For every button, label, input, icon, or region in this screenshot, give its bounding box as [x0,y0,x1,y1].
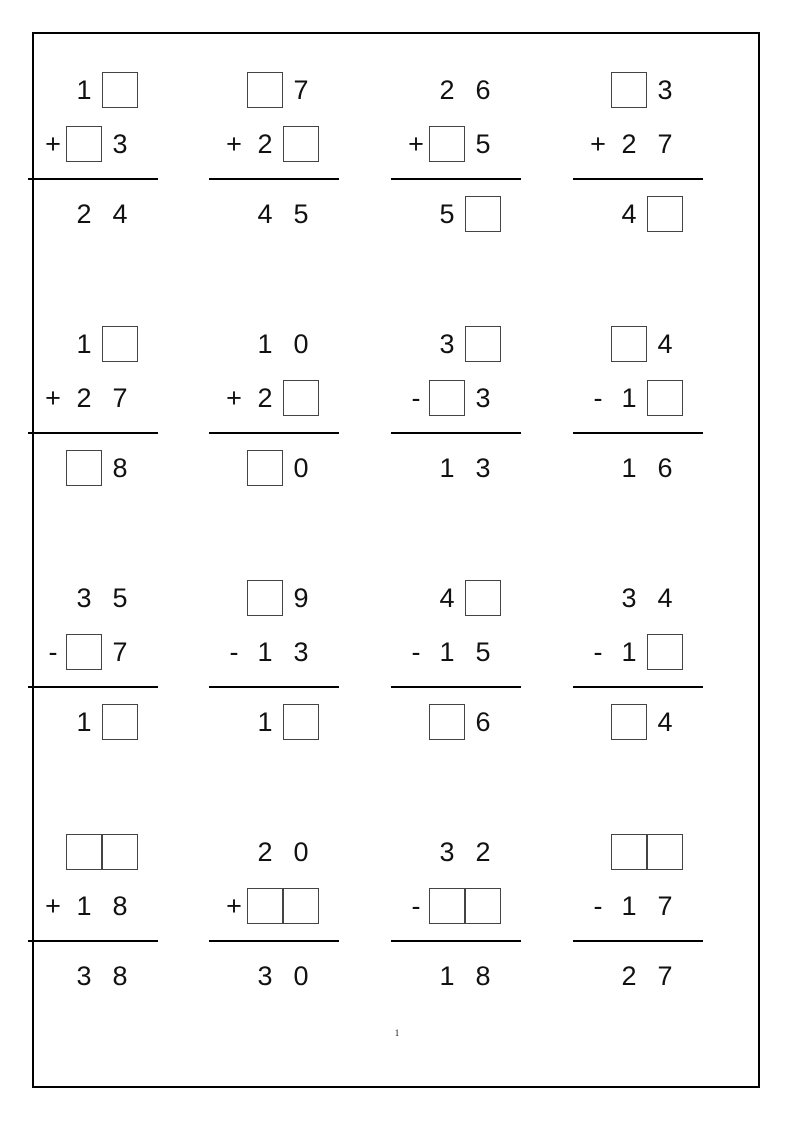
second-operand-row [209,380,339,418]
digit: 1 [621,891,637,921]
first-operand-row [209,326,339,364]
digit: 7 [112,637,128,667]
result-row [573,704,703,742]
result-row [28,958,158,996]
page-number: 1 [394,1028,400,1038]
addition-subtraction-problem [391,580,521,760]
digit: 0 [293,837,309,867]
plus-sign: + [226,129,242,159]
digit: 6 [657,453,673,483]
answer-box[interactable] [611,834,647,870]
digit: 0 [293,329,309,359]
answer-box[interactable] [429,888,465,924]
sum-line [391,940,521,942]
problem-grid [28,72,700,992]
digit: 3 [76,583,92,613]
second-operand-row [209,634,339,672]
digit: 9 [293,583,309,613]
addition-subtraction-problem [28,72,158,252]
answer-box[interactable] [465,326,501,362]
result-row [391,196,521,234]
result-row [391,958,521,996]
digit: 8 [112,961,128,991]
digit: 5 [293,199,309,229]
digit: 1 [621,637,637,667]
sum-line [209,178,339,180]
digit: 3 [621,583,637,613]
digit: 1 [439,637,455,667]
minus-sign: - [411,383,421,413]
first-operand-row [28,326,158,364]
digit: 6 [475,75,491,105]
first-operand-row [28,834,158,872]
addition-subtraction-problem [573,580,703,760]
result-row [209,196,339,234]
sum-line [28,432,158,434]
addition-subtraction-problem [209,326,339,506]
answer-box[interactable] [247,580,283,616]
digit: 2 [475,837,491,867]
sum-line [209,940,339,942]
digit: 0 [293,453,309,483]
first-operand-row [209,72,339,110]
digit: 5 [475,637,491,667]
addition-subtraction-problem [573,834,703,1014]
minus-sign: - [229,637,239,667]
sum-line [573,686,703,688]
digit: 3 [439,837,455,867]
digit: 5 [112,583,128,613]
second-operand-row [573,380,703,418]
digit: 8 [475,961,491,991]
digit: 3 [257,961,273,991]
digit: 4 [257,199,273,229]
digit: 1 [257,329,273,359]
answer-box[interactable] [66,126,102,162]
digit: 2 [257,837,273,867]
digit: 3 [112,129,128,159]
minus-sign: - [593,637,603,667]
sum-line [28,178,158,180]
second-operand-row [209,126,339,164]
digit: 5 [475,129,491,159]
answer-box[interactable] [247,888,283,924]
answer-box[interactable] [465,196,501,232]
answer-box[interactable] [611,326,647,362]
plus-sign: + [45,129,61,159]
plus-sign: + [590,129,606,159]
sum-line [573,178,703,180]
digit: 4 [112,199,128,229]
answer-box[interactable] [283,380,319,416]
plus-sign: + [226,891,242,921]
digit: 7 [112,383,128,413]
second-operand-row [391,126,521,164]
result-row [209,958,339,996]
second-operand-row [573,634,703,672]
addition-subtraction-problem [28,326,158,506]
digit: 2 [621,129,637,159]
result-row [573,450,703,488]
addition-subtraction-problem [209,580,339,760]
result-row [28,704,158,742]
second-operand-row [573,888,703,926]
digit: 3 [439,329,455,359]
second-operand-row [28,888,158,926]
addition-subtraction-problem [209,834,339,1014]
second-operand-row [391,380,521,418]
addition-subtraction-problem [209,72,339,252]
sum-line [391,432,521,434]
minus-sign: - [411,891,421,921]
answer-box[interactable] [283,704,319,740]
answer-box[interactable] [247,450,283,486]
first-operand-row [28,580,158,618]
digit: 2 [257,383,273,413]
digit: 1 [76,891,92,921]
minus-sign: - [48,637,58,667]
first-operand-row [573,580,703,618]
addition-subtraction-problem [391,72,521,252]
sum-line [391,686,521,688]
digit: 7 [657,129,673,159]
first-operand-row [573,72,703,110]
answer-box[interactable] [66,834,102,870]
digit: 1 [439,961,455,991]
answer-box[interactable] [611,72,647,108]
second-operand-row [573,126,703,164]
answer-box[interactable] [429,704,465,740]
answer-box[interactable] [283,888,319,924]
result-row [28,450,158,488]
addition-subtraction-problem [391,834,521,1014]
result-row [391,450,521,488]
first-operand-row [209,834,339,872]
sum-line [209,686,339,688]
answer-box[interactable] [102,326,138,362]
answer-box[interactable] [429,126,465,162]
answer-box[interactable] [647,380,683,416]
first-operand-row [28,72,158,110]
digit: 3 [293,637,309,667]
digit: 1 [76,707,92,737]
plus-sign: + [45,891,61,921]
second-operand-row [28,380,158,418]
first-operand-row [391,580,521,618]
result-row [573,958,703,996]
result-row [209,704,339,742]
addition-subtraction-problem [573,326,703,506]
digit: 4 [621,199,637,229]
digit: 8 [112,891,128,921]
minus-sign: - [411,637,421,667]
digit: 7 [657,961,673,991]
answer-box[interactable] [66,450,102,486]
result-row [28,196,158,234]
addition-subtraction-problem [28,580,158,760]
answer-box[interactable] [102,704,138,740]
first-operand-row [391,72,521,110]
first-operand-row [573,326,703,364]
digit: 2 [257,129,273,159]
digit: 2 [621,961,637,991]
digit: 8 [112,453,128,483]
digit: 1 [621,453,637,483]
digit: 7 [657,891,673,921]
sum-line [573,432,703,434]
answer-box[interactable] [465,580,501,616]
sum-line [28,940,158,942]
result-row [573,196,703,234]
digit: 1 [76,75,92,105]
second-operand-row [391,634,521,672]
digit: 1 [257,707,273,737]
digit: 2 [76,383,92,413]
digit: 3 [76,961,92,991]
addition-subtraction-problem [391,326,521,506]
plus-sign: + [226,383,242,413]
second-operand-row [209,888,339,926]
answer-box[interactable] [647,634,683,670]
answer-box[interactable] [429,380,465,416]
digit: 1 [76,329,92,359]
addition-subtraction-problem [28,834,158,1014]
addition-subtraction-problem [573,72,703,252]
digit: 3 [475,453,491,483]
answer-box[interactable] [465,888,501,924]
answer-box[interactable] [247,72,283,108]
digit: 3 [475,383,491,413]
digit: 2 [439,75,455,105]
digit: 5 [439,199,455,229]
minus-sign: - [593,891,603,921]
first-operand-row [209,580,339,618]
answer-box[interactable] [611,704,647,740]
digit: 2 [76,199,92,229]
digit: 4 [439,583,455,613]
minus-sign: - [593,383,603,413]
digit: 7 [293,75,309,105]
result-row [391,704,521,742]
second-operand-row [391,888,521,926]
first-operand-row [391,834,521,872]
answer-box[interactable] [102,834,138,870]
plus-sign: + [408,129,424,159]
answer-box[interactable] [647,196,683,232]
digit: 1 [439,453,455,483]
digit: 3 [657,75,673,105]
sum-line [391,178,521,180]
answer-box[interactable] [283,126,319,162]
answer-box[interactable] [66,634,102,670]
digit: 0 [293,961,309,991]
first-operand-row [391,326,521,364]
second-operand-row [28,634,158,672]
digit: 1 [257,637,273,667]
sum-line [209,432,339,434]
digit: 4 [657,583,673,613]
digit: 6 [475,707,491,737]
answer-box[interactable] [647,834,683,870]
sum-line [28,686,158,688]
answer-box[interactable] [102,72,138,108]
second-operand-row [28,126,158,164]
plus-sign: + [45,383,61,413]
digit: 4 [657,707,673,737]
digit: 4 [657,329,673,359]
sum-line [573,940,703,942]
first-operand-row [573,834,703,872]
result-row [209,450,339,488]
digit: 1 [621,383,637,413]
